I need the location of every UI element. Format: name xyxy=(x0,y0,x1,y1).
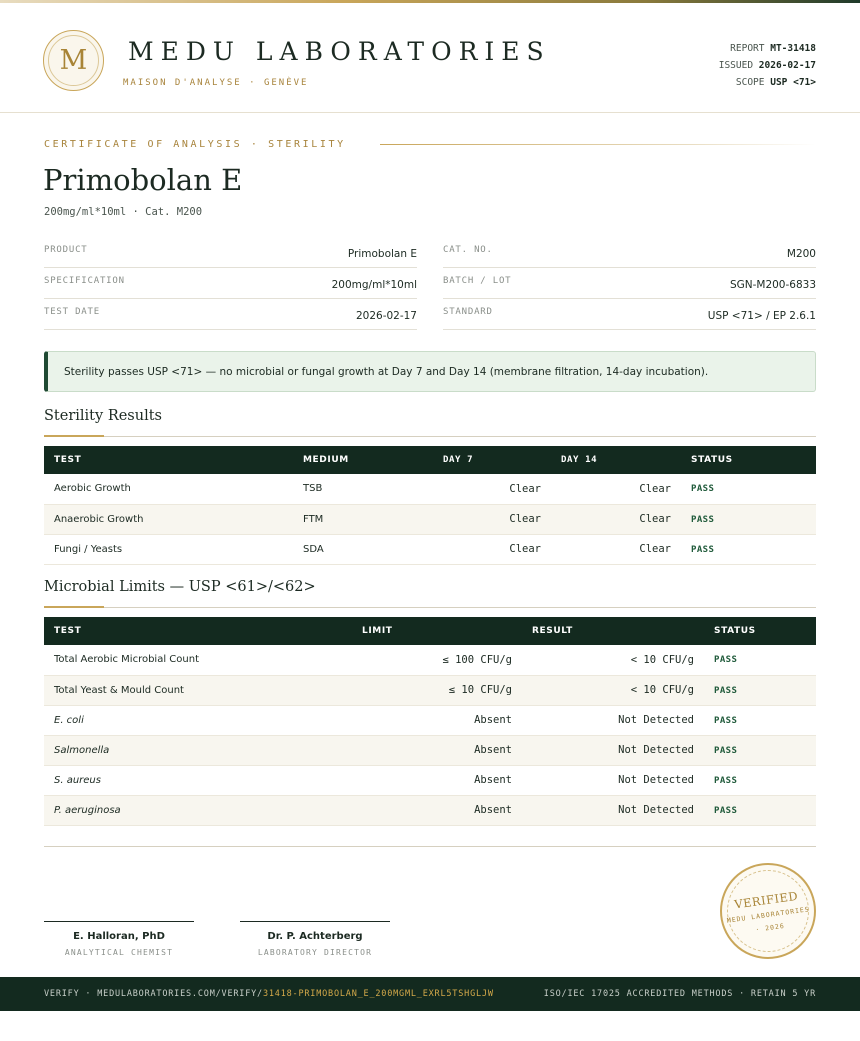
limit: ≤ 10 CFU/g xyxy=(352,675,522,705)
day7-result: Clear xyxy=(433,474,551,504)
result: < 10 CFU/g xyxy=(522,675,704,705)
day14-result: Clear xyxy=(551,474,681,504)
column-header: DAY 7 xyxy=(433,446,551,474)
scope-value: USP <71> xyxy=(770,77,816,88)
day14-result: Clear xyxy=(551,504,681,534)
status-badge: PASS xyxy=(691,544,715,555)
report-footer xyxy=(0,977,860,1011)
sterility-pass-notice: Sterility passes USP <71> — no microbial or fungal growth at Day 7 and Day 14 (membrane filtration, 14-day incubation). xyxy=(44,351,816,392)
status-badge: PASS xyxy=(714,655,738,666)
limit: Absent xyxy=(352,765,522,795)
scope-label: SCOPE xyxy=(735,77,765,88)
info-label: STANDARD xyxy=(443,307,493,317)
info-row xyxy=(443,299,816,330)
info-row xyxy=(44,237,417,268)
signatory-name: E. Halloran, PhD xyxy=(73,931,165,942)
verify-prefix: VERIFY · MEDULABORATORIES.COM/VERIFY/ xyxy=(44,989,263,999)
medium: TSB xyxy=(293,474,433,504)
section-accent xyxy=(44,435,104,437)
limit: Absent xyxy=(352,795,522,825)
column-header: MEDIUM xyxy=(293,446,433,474)
seal-sub-text: MEDU LABORATORIES xyxy=(726,905,811,925)
test-name: E. coli xyxy=(44,705,352,735)
report-header xyxy=(0,3,860,113)
signatory-role: ANALYTICAL CHEMIST xyxy=(64,948,174,957)
certificate-eyebrow: CERTIFICATE OF ANALYSIS · STERILITY xyxy=(44,139,346,150)
status-badge: PASS xyxy=(691,484,715,495)
info-row xyxy=(44,299,417,330)
verified-seal xyxy=(720,863,816,959)
table-row xyxy=(44,474,816,504)
status-cell xyxy=(704,675,816,705)
info-value: Primobolan E xyxy=(347,248,417,260)
test-name: Total Aerobic Microbial Count xyxy=(44,645,352,675)
status-cell xyxy=(704,765,816,795)
info-row xyxy=(443,268,816,299)
brand-subtitle: MAISON D'ANALYSE · GENÈVE xyxy=(123,78,309,88)
test-name: Total Yeast & Mould Count xyxy=(44,675,352,705)
report-label: REPORT xyxy=(730,43,765,54)
day14-result: Clear xyxy=(551,534,681,564)
signature-block-chemist xyxy=(44,921,194,957)
status-cell xyxy=(704,705,816,735)
status-cell xyxy=(704,645,816,675)
status-badge: PASS xyxy=(714,805,738,816)
info-grid-right xyxy=(443,237,816,330)
limit: Absent xyxy=(352,735,522,765)
status-badge: PASS xyxy=(691,514,715,525)
column-header: LIMIT xyxy=(352,617,522,645)
status-badge: PASS xyxy=(714,715,738,726)
lab-logo xyxy=(43,30,104,91)
logo-monogram: M xyxy=(48,35,99,86)
verify-line xyxy=(44,989,494,999)
status-badge: PASS xyxy=(714,745,738,756)
column-header: RESULT xyxy=(522,617,704,645)
table-row xyxy=(44,765,816,795)
column-header: STATUS xyxy=(681,446,816,474)
result: Not Detected xyxy=(522,795,704,825)
info-row xyxy=(44,268,417,299)
column-header: TEST xyxy=(44,446,293,474)
day7-result: Clear xyxy=(433,534,551,564)
scope-row xyxy=(719,74,816,91)
microbial-section-title: Microbial Limits — USP <61>/<62> xyxy=(44,579,316,595)
info-value: USP <71> / EP 2.6.1 xyxy=(707,310,816,322)
status-badge: PASS xyxy=(714,775,738,786)
report-number-row xyxy=(719,40,816,57)
info-label: PRODUCT xyxy=(44,245,88,255)
info-grid-left xyxy=(44,237,417,330)
result: Not Detected xyxy=(522,735,704,765)
column-header: TEST xyxy=(44,617,352,645)
table-row xyxy=(44,795,816,825)
day7-result: Clear xyxy=(433,504,551,534)
signature-divider xyxy=(44,846,816,847)
info-value: 2026-02-17 xyxy=(355,310,417,322)
table-row xyxy=(44,705,816,735)
info-value: 200mg/ml*10ml xyxy=(331,279,417,291)
limit: ≤ 100 CFU/g xyxy=(352,645,522,675)
accreditation-note: ISO/IEC 17025 ACCREDITED METHODS · RETAIN 5 YR xyxy=(543,989,816,999)
test-name: Anaerobic Growth xyxy=(44,504,293,534)
table-row xyxy=(44,645,816,675)
info-label: SPECIFICATION xyxy=(44,276,125,286)
result: Not Detected xyxy=(522,765,704,795)
medium: FTM xyxy=(293,504,433,534)
brand-name: MEDU LABORATORIES xyxy=(128,37,551,66)
signatory-name: Dr. P. Achterberg xyxy=(267,931,363,942)
status-cell xyxy=(681,534,816,564)
limit: Absent xyxy=(352,705,522,735)
section-divider xyxy=(44,607,816,608)
status-cell xyxy=(704,795,816,825)
test-name: Fungi / Yeasts xyxy=(44,534,293,564)
result: Not Detected xyxy=(522,705,704,735)
status-cell xyxy=(704,735,816,765)
seal-year-text: · 2026 xyxy=(754,921,786,934)
info-label: TEST DATE xyxy=(44,307,100,317)
info-value: SGN-M200-6833 xyxy=(729,279,816,291)
info-label: CAT. NO. xyxy=(443,245,493,255)
section-accent xyxy=(44,606,104,608)
seal-main-text: VERIFIED xyxy=(733,888,799,912)
table-row xyxy=(44,504,816,534)
table-header-row xyxy=(44,617,816,645)
signature-block-director xyxy=(240,921,390,957)
eyebrow-divider xyxy=(380,144,816,145)
microbial-limits-table xyxy=(44,617,816,826)
report-meta xyxy=(719,40,816,91)
column-header: STATUS xyxy=(704,617,816,645)
status-cell xyxy=(681,504,816,534)
table-header-row xyxy=(44,446,816,474)
table-row xyxy=(44,735,816,765)
verify-link[interactable]: 31418-PRIMOBOLAN_E_200MGML_EXRL5TSHGLJW xyxy=(262,989,494,999)
report-number: MT-31418 xyxy=(770,43,816,54)
result: < 10 CFU/g xyxy=(522,645,704,675)
signatory-role: LABORATORY DIRECTOR xyxy=(257,948,373,957)
sterility-table xyxy=(44,446,816,565)
info-value: M200 xyxy=(786,248,816,260)
test-name: Aerobic Growth xyxy=(44,474,293,504)
test-name: Salmonella xyxy=(44,735,352,765)
issued-date: 2026-02-17 xyxy=(758,60,816,71)
info-label: BATCH / LOT xyxy=(443,276,512,286)
issued-date-row xyxy=(719,57,816,74)
test-name: P. aeruginosa xyxy=(44,795,352,825)
issued-label: ISSUED xyxy=(718,60,754,71)
product-title: Primobolan E xyxy=(43,163,243,197)
section-divider xyxy=(44,436,816,437)
column-header: DAY 14 xyxy=(551,446,681,474)
test-name: S. aureus xyxy=(44,765,352,795)
table-row xyxy=(44,534,816,564)
product-subtitle: 200mg/ml*10ml · Cat. M200 xyxy=(44,206,203,218)
status-cell xyxy=(681,474,816,504)
info-row xyxy=(443,237,816,268)
table-row xyxy=(44,675,816,705)
status-badge: PASS xyxy=(714,685,738,696)
sterility-section-title: Sterility Results xyxy=(44,408,162,424)
medium: SDA xyxy=(293,534,433,564)
